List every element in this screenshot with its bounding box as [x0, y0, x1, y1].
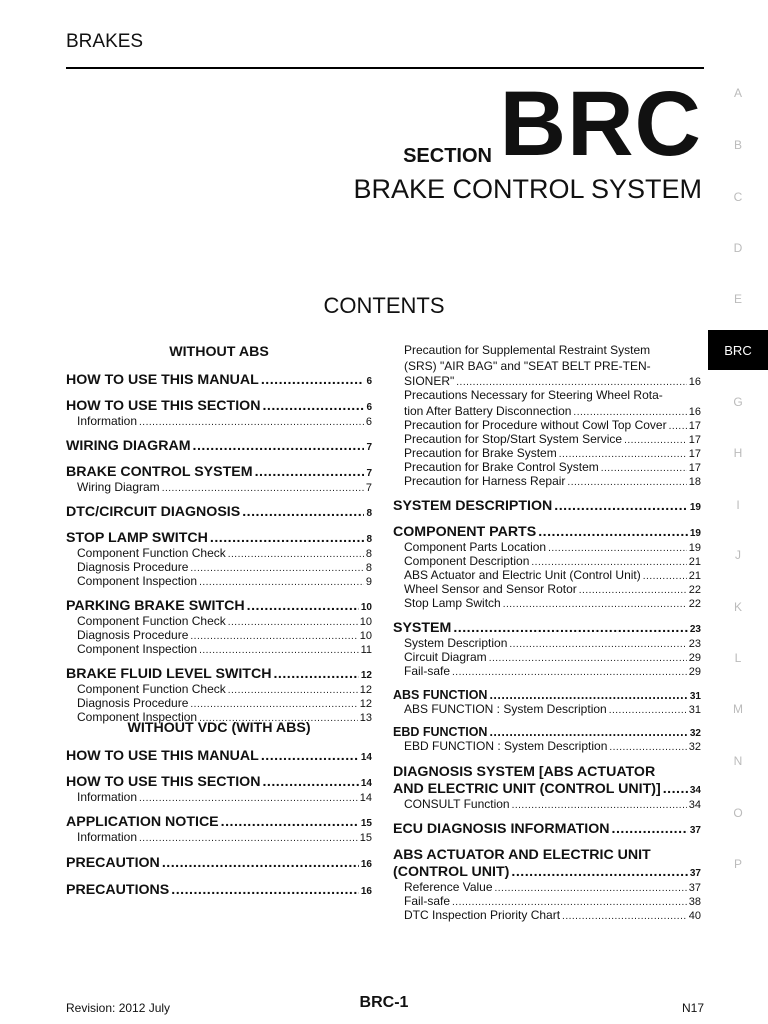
toc-subentry[interactable]: Wiring Diagram ..... 7	[66, 480, 372, 494]
toc-subentry[interactable]: DTC Inspection Priority Chart ..... 40	[393, 908, 701, 922]
side-tab-o[interactable]: O	[733, 806, 743, 820]
toc-entry[interactable]: APPLICATION NOTICE ..... 15	[66, 814, 372, 830]
toc-subentry[interactable]: Circuit Diagram ..... 29	[393, 650, 701, 664]
side-tab-j[interactable]: J	[735, 548, 741, 562]
toc-subentry[interactable]: ABS Actuator and Electric Unit (Control Unit) ..... 21	[393, 568, 701, 582]
toc-subentry-multiline[interactable]: Precaution for Supplemental Restraint System (SRS) "AIR BAG" and "SEAT BELT PRE-TEN- SIONER" ..... 16	[393, 343, 701, 388]
toc-entry[interactable]: HOW TO USE THIS MANUAL ..... 6	[66, 372, 372, 388]
toc-entry[interactable]: PRECAUTIONS ..... 16	[66, 882, 372, 898]
toc-subentry[interactable]: Precaution for Stop/Start System Service ..... 17	[393, 432, 701, 446]
footer-page-number: BRC-1	[359, 994, 409, 1011]
toc-entry-multiline[interactable]: ABS ACTUATOR AND ELECTRIC UNIT (CONTROL UNIT) ..... 37	[393, 846, 701, 880]
section-label: SECTION	[403, 145, 492, 167]
header-rule	[66, 67, 704, 69]
toc-entry[interactable]: SYSTEM DESCRIPTION ..... 19	[393, 498, 701, 514]
footer-model-code: N17	[681, 1001, 704, 1015]
toc-subentry[interactable]: Fail-safe ..... 29	[393, 664, 701, 678]
toc-subentry[interactable]: CONSULT Function ..... 34	[393, 797, 701, 811]
toc-subentry[interactable]: Diagnosis Procedure ..... 8	[66, 560, 372, 574]
contents-heading: CONTENTS	[323, 293, 445, 318]
side-tab-i[interactable]: I	[736, 498, 740, 512]
toc-entry[interactable]: ECU DIAGNOSIS INFORMATION ..... 37	[393, 821, 701, 837]
toc-entry[interactable]: HOW TO USE THIS SECTION ..... 6	[66, 398, 372, 414]
toc-entry[interactable]: COMPONENT PARTS ..... 19	[393, 524, 701, 540]
side-tab-e[interactable]: E	[733, 292, 742, 306]
toc-subentry[interactable]: System Description ..... 23	[393, 636, 701, 650]
side-tab-k[interactable]: K	[733, 600, 742, 614]
toc-subentry[interactable]: Diagnosis Procedure ..... 12	[66, 696, 372, 710]
toc-subentry[interactable]: Component Function Check ..... 8	[66, 546, 372, 560]
toc-left-column	[66, 344, 372, 898]
toc-entry[interactable]: HOW TO USE THIS SECTION ..... 14	[66, 774, 372, 790]
toc-entry[interactable]: EBD FUNCTION ..... 32	[393, 725, 701, 739]
running-header: BRAKES	[66, 31, 144, 52]
side-tab-l[interactable]: L	[734, 651, 742, 665]
toc-subentry[interactable]: Precaution for Brake Control System ..... 17	[393, 460, 701, 474]
toc-subentry[interactable]: Component Function Check ..... 10	[66, 614, 372, 628]
side-tab-c[interactable]: C	[733, 190, 743, 204]
toc-subentry[interactable]: EBD FUNCTION : System Description ..... 32	[393, 739, 701, 753]
toc-entry[interactable]: PRECAUTION ..... 16	[66, 855, 372, 871]
side-tab-b[interactable]: B	[733, 138, 742, 152]
toc-subentry[interactable]: ABS FUNCTION : System Description ..... 31	[393, 702, 701, 716]
section-title: BRAKE CONTROL SYSTEM	[353, 174, 702, 204]
toc-subentry[interactable]: Diagnosis Procedure ..... 10	[66, 628, 372, 642]
footer-revision: Revision: 2012 July	[66, 1001, 171, 1015]
toc-entry[interactable]: SYSTEM ..... 23	[393, 620, 701, 636]
side-tab-g[interactable]: G	[733, 395, 743, 409]
toc-subentry[interactable]: Information ..... 15	[66, 830, 372, 844]
toc-subentry[interactable]: Wheel Sensor and Sensor Rotor ..... 22	[393, 582, 701, 596]
toc-subentry[interactable]: Information ..... 14	[66, 790, 372, 804]
toc-entry[interactable]: WIRING DIAGRAM ..... 7	[66, 438, 372, 454]
toc-subentry[interactable]: Stop Lamp Switch ..... 22	[393, 596, 701, 610]
side-tab-h[interactable]: H	[733, 446, 743, 460]
side-tab-m[interactable]: M	[733, 702, 743, 716]
toc-entry[interactable]: STOP LAMP SWITCH ..... 8	[66, 530, 372, 546]
toc-subentry[interactable]: Component Inspection ..... 9	[66, 574, 372, 588]
toc-subentry[interactable]: Component Function Check ..... 12	[66, 682, 372, 696]
toc-subentry[interactable]: Precaution for Brake System ..... 17	[393, 446, 701, 460]
toc-subentry[interactable]: Component Description ..... 21	[393, 554, 701, 568]
toc-entry[interactable]: ABS FUNCTION ..... 31	[393, 688, 701, 702]
side-tab-p[interactable]: P	[733, 857, 742, 871]
side-tab-a[interactable]: A	[733, 86, 742, 100]
section-code: BRC	[499, 73, 702, 175]
toc-subentry[interactable]: Information ..... 6	[66, 414, 372, 428]
toc-subentry[interactable]: Fail-safe ..... 38	[393, 894, 701, 908]
toc-entry[interactable]: BRAKE CONTROL SYSTEM ..... 7	[66, 464, 372, 480]
toc-entry[interactable]: PARKING BRAKE SWITCH ..... 10	[66, 598, 372, 614]
group-heading-without-vdc: WITHOUT VDC (WITH ABS)	[127, 720, 311, 736]
toc-subentry[interactable]: Component Inspection ..... 13	[66, 710, 372, 724]
toc-subentry[interactable]: Component Inspection ..... 11	[66, 642, 372, 656]
toc-entry[interactable]: BRAKE FLUID LEVEL SWITCH ..... 12	[66, 666, 372, 682]
toc-subentry-multiline[interactable]: Precautions Necessary for Steering Wheel Rota- tion After Battery Disconnection ..... 16	[393, 388, 701, 418]
side-tab-n[interactable]: N	[733, 754, 743, 768]
toc-entry-multiline[interactable]: DIAGNOSIS SYSTEM [ABS ACTUATOR AND ELECTRIC UNIT (CONTROL UNIT)] ..... 34	[393, 763, 701, 797]
toc-subentry[interactable]: Precaution for Procedure without Cowl Top Cover ..... 17	[393, 418, 701, 432]
toc-subentry[interactable]: Reference Value ..... 37	[393, 880, 701, 894]
toc-right-column	[393, 343, 701, 922]
toc-subentry[interactable]: Component Parts Location ..... 19	[393, 540, 701, 554]
side-tab-brc-active[interactable]: BRC	[708, 330, 768, 370]
side-tab-d[interactable]: D	[733, 241, 743, 255]
toc-entry[interactable]: DTC/CIRCUIT DIAGNOSIS ..... 8	[66, 504, 372, 520]
group-heading-without-abs: WITHOUT ABS	[169, 344, 269, 360]
toc-entry[interactable]: HOW TO USE THIS MANUAL ..... 14	[66, 748, 372, 764]
toc-subentry[interactable]: Precaution for Harness Repair ..... 18	[393, 474, 701, 488]
